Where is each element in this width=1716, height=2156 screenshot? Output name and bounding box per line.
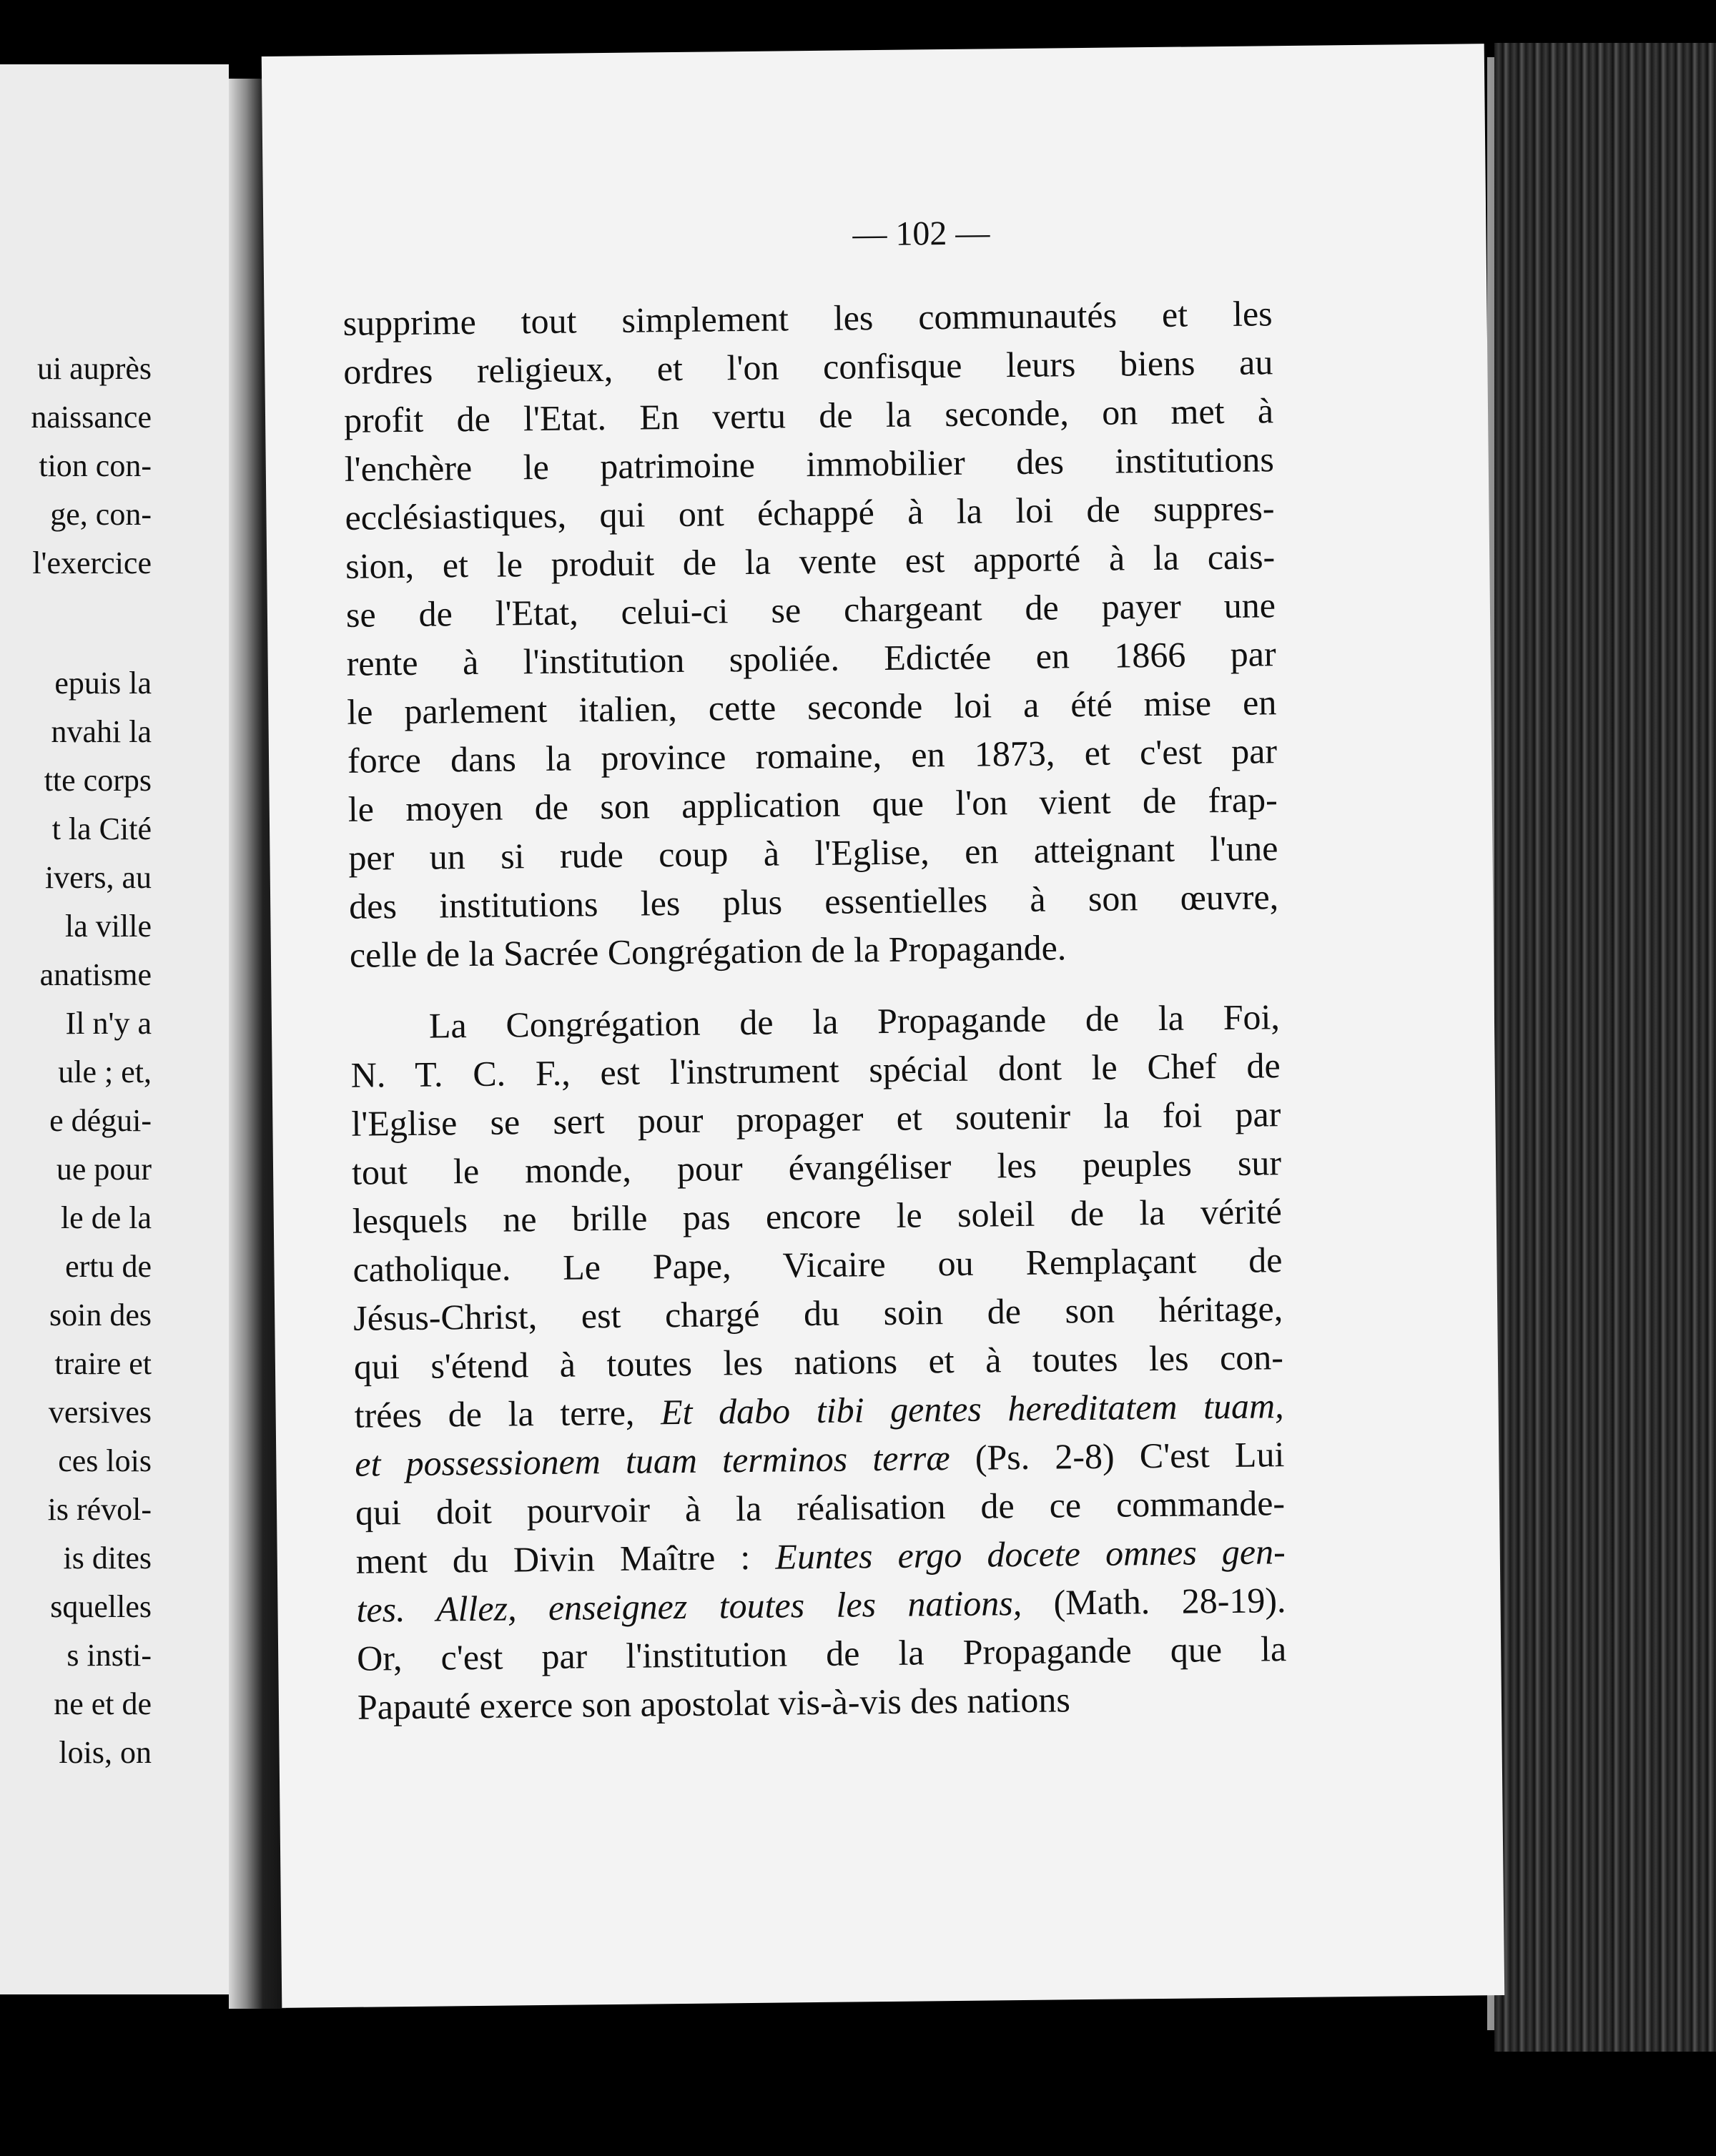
text-line: ecclésiastiques, qui ont échappé à la loi de suppres- xyxy=(345,488,1275,538)
text-line: sion, et le produit de la vente est apporté à la cais- xyxy=(345,536,1276,586)
text-line: tout le monde, pour évangéliser les peuples sur xyxy=(351,1142,1282,1192)
left-line: ne et de xyxy=(54,1686,152,1721)
left-line: tion con- xyxy=(39,448,152,483)
plain-text: (Ps. 2-8) C'est Lui xyxy=(950,1434,1285,1478)
left-line: anatisme xyxy=(39,957,152,992)
left-line: la ville xyxy=(65,909,152,944)
text-line: Jésus-Christ, est chargé du soin de son héritage, xyxy=(352,1288,1283,1338)
left-line: tte corps xyxy=(44,763,152,798)
page-number: — 102 — xyxy=(852,214,990,254)
text-line: des institutions les plus essentielles à son œuvre, xyxy=(348,876,1279,926)
left-line: Il n'y a xyxy=(65,1006,152,1041)
text-line: N. T. C. F., est l'instrument spécial dont le Chef de xyxy=(350,1045,1281,1095)
text-line: Papauté exerce son apostolat vis-à-vis des nations xyxy=(357,1679,1071,1727)
plain-text: (Math. 28-19). xyxy=(1021,1580,1286,1623)
latin-quote: Et dabo tibi gentes hereditatem tuam, xyxy=(660,1385,1284,1433)
main-page xyxy=(262,44,1504,2008)
left-line: le de la xyxy=(60,1200,152,1235)
text-line: le moyen de son application que l'on vient de frap- xyxy=(347,779,1278,829)
left-line: is révol- xyxy=(47,1492,152,1527)
text-line: ordres religieux, et l'on confisque leurs biens au xyxy=(343,342,1273,392)
text-line: supprime tout simplement les communautés et les xyxy=(342,293,1273,343)
left-line: ue pour xyxy=(56,1152,152,1187)
left-line: squelles xyxy=(50,1589,152,1624)
text-line: per un si rude coup à l'Eglise, en atteignant l'une xyxy=(348,828,1278,878)
left-line: ivers, au xyxy=(44,860,152,895)
text-line: catholique. Le Pape, Vicaire ou Remplaçant de xyxy=(352,1240,1283,1290)
left-line: s insti- xyxy=(66,1638,152,1673)
plain-text: trées de la terre, xyxy=(354,1392,661,1435)
text-line: se de l'Etat, celui-ci se chargeant de payer une xyxy=(345,585,1276,635)
left-line: l'exercice xyxy=(32,545,152,580)
left-line: t la Cité xyxy=(51,811,152,846)
text-line: lesquels ne brille pas encore le soleil de la vérité xyxy=(352,1191,1283,1241)
left-line: is dites xyxy=(63,1541,152,1576)
text-line: Or, c'est par l'institution de la Propagande que la xyxy=(356,1628,1287,1678)
left-line: ces lois xyxy=(58,1443,152,1478)
left-line: e dégui- xyxy=(49,1103,152,1138)
left-line: naissance xyxy=(31,400,152,435)
left-line: soin des xyxy=(49,1297,152,1332)
left-line: epuis la xyxy=(54,666,152,701)
text-line: l'enchère le patrimoine immobilier des institutions xyxy=(344,439,1275,489)
text-line: force dans la province romaine, en 1873, et c'est par xyxy=(347,731,1278,781)
latin-quote: Euntes ergo docete omnes gen- xyxy=(775,1531,1286,1577)
text-line: l'Eglise se sert pour propager et soutenir la foi par xyxy=(351,1094,1281,1144)
left-line: ule ; et, xyxy=(58,1054,152,1089)
text-line: celle de la Sacrée Congrégation de la Propagande. xyxy=(349,927,1067,975)
french-quote: tes. Allez, enseignez toutes les nations, xyxy=(356,1583,1022,1630)
book-page-edges xyxy=(1494,43,1716,2052)
text-line: le parlement italien, cette seconde loi a été mise en xyxy=(347,682,1277,732)
text-line: qui doit pourvoir à la réalisation de ce commande- xyxy=(355,1483,1286,1533)
left-line: lois, on xyxy=(59,1735,152,1770)
text-line: qui s'étend à toutes les nations et à toutes les con- xyxy=(353,1337,1284,1387)
left-page xyxy=(0,64,229,1994)
left-line: nvahi la xyxy=(51,714,152,749)
text-line: La Congrégation de la Propagande de la Foi, xyxy=(428,997,1281,1046)
left-line: versives xyxy=(48,1395,152,1430)
plain-text: ment du Divin Maître : xyxy=(355,1536,776,1581)
latin-quote: et possessionem tuam terminos terræ xyxy=(355,1438,950,1484)
text-line: profit de l'Etat. En vertu de la seconde, on met à xyxy=(343,390,1274,440)
text-line: rente à l'institution spoliée. Edictée en 1866 par xyxy=(346,633,1276,683)
left-line: traire et xyxy=(54,1346,152,1381)
body-text xyxy=(342,289,1287,1731)
left-line: ertu de xyxy=(65,1249,152,1284)
left-line: ui auprès xyxy=(36,351,152,386)
left-line: ge, con- xyxy=(50,497,152,532)
